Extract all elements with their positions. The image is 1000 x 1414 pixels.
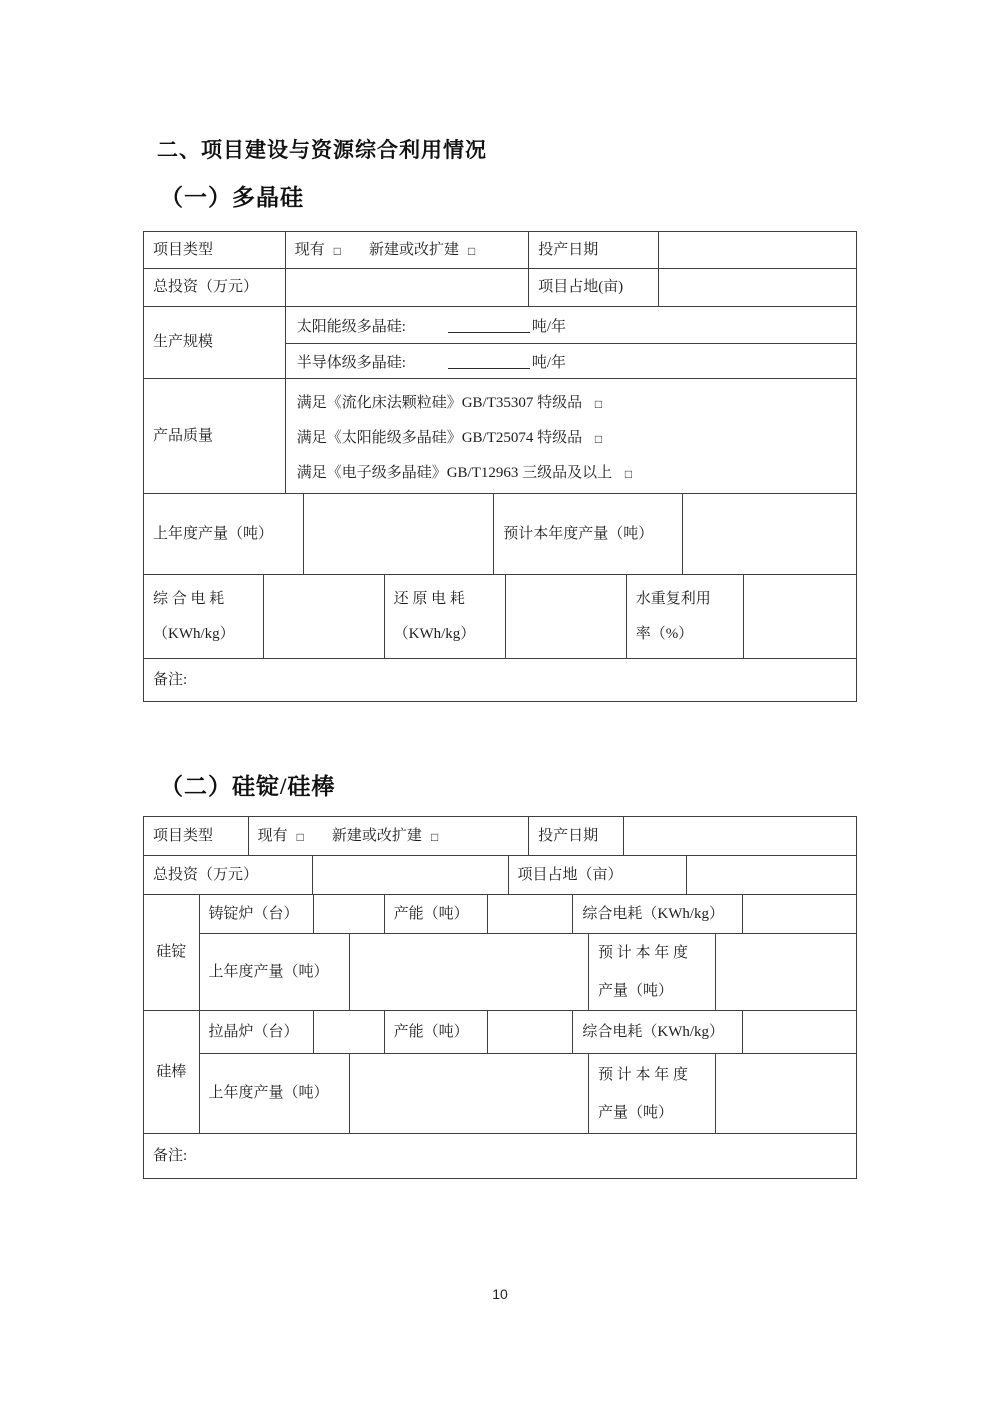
expected-output-label xyxy=(589,1054,716,1133)
project-land-label: 项目占地(亩) xyxy=(529,269,659,306)
label-line: 预 计 本 年 度 xyxy=(597,1066,688,1083)
quality-option-text: 满足《电子级多晶硅》GB/T12963 三级品及以上 xyxy=(296,464,613,481)
production-scale-label: 生产规模 xyxy=(144,307,286,378)
label-line: 水重复利用 xyxy=(635,590,711,607)
ingot-rod-table xyxy=(143,816,857,1179)
new-or-expanded-label: 新建或改扩建 xyxy=(331,827,422,844)
polysilicon-table xyxy=(143,231,857,702)
product-quality-options xyxy=(286,379,856,493)
capacity-value-cell xyxy=(488,1011,573,1053)
remarks-label: 备注: xyxy=(153,1147,188,1164)
label-line: 产量（吨） xyxy=(597,983,673,999)
rod-furnace-row xyxy=(200,1011,856,1054)
production-date-value-cell xyxy=(624,817,856,855)
table-row xyxy=(144,856,856,895)
project-type-options-cell xyxy=(249,817,530,855)
label-line: （KWh/kg） xyxy=(153,625,235,642)
last-year-output-label: 上年度产量（吨） xyxy=(200,934,351,1010)
fill-in-blank-line xyxy=(448,353,530,369)
total-investment-value-cell xyxy=(286,269,530,306)
solar-grade-row xyxy=(286,307,856,344)
output-row xyxy=(144,494,856,575)
last-year-output-value-cell xyxy=(304,494,494,574)
production-date-value-cell xyxy=(659,232,856,268)
existing-checkbox-icon: □ xyxy=(333,243,341,258)
comprehensive-power-value-cell xyxy=(264,575,384,658)
expected-output-label xyxy=(589,934,716,1010)
pulling-furnace-label: 拉晶炉（台） xyxy=(200,1011,315,1053)
capacity-label: 产能（吨） xyxy=(385,1011,488,1053)
ingot-furnace-row xyxy=(200,895,856,934)
comprehensive-power-value-cell xyxy=(743,1011,856,1053)
casting-furnace-value-cell xyxy=(314,895,385,933)
product-quality-row xyxy=(144,379,856,494)
rod-output-row xyxy=(200,1054,856,1133)
semiconductor-grade-label: 半导体级多晶硅: xyxy=(296,354,406,371)
semiconductor-grade-row xyxy=(286,344,856,378)
ingot-cells xyxy=(200,895,856,1010)
remarks-row xyxy=(144,1134,856,1178)
reduction-power-label xyxy=(385,575,506,658)
quality-checkbox-icon: □ xyxy=(624,466,633,481)
water-reuse-value-cell xyxy=(744,575,856,658)
section-heading: 二、项目建设与资源综合利用情况 xyxy=(157,139,487,162)
reduction-power-value-cell xyxy=(506,575,627,658)
remarks-row xyxy=(144,659,856,701)
new-or-expanded-checkbox-icon: □ xyxy=(430,829,439,844)
total-investment-label: 总投资（万元） xyxy=(144,269,286,306)
project-land-label: 项目占地（亩） xyxy=(509,856,687,894)
tons-per-year-unit: 吨/年 xyxy=(531,354,567,371)
quality-option xyxy=(297,391,856,412)
existing-label: 现有 xyxy=(294,241,325,258)
quality-option-text: 满足《太阳能级多晶硅》GB/T25074 特级品 xyxy=(296,429,583,446)
total-investment-label: 总投资（万元） xyxy=(144,856,313,894)
quality-option-text: 满足《流化床法颗粒硅》GB/T35307 特级品 xyxy=(296,394,583,411)
polysilicon-section-title: （一）多晶硅 xyxy=(160,185,304,210)
quality-checkbox-icon: □ xyxy=(594,431,603,446)
label-line: 综 合 电 耗 xyxy=(153,590,225,607)
project-type-label: 项目类型 xyxy=(144,817,249,855)
project-type-options-cell xyxy=(286,232,530,268)
ingot-row-group xyxy=(144,895,856,1011)
remarks-label: 备注: xyxy=(153,671,188,688)
total-investment-value-cell xyxy=(313,856,508,894)
comprehensive-power-label: 综合电耗（KWh/kg） xyxy=(573,895,742,933)
label-line: 产量（吨） xyxy=(597,1104,673,1121)
comprehensive-power-value-cell xyxy=(743,895,856,933)
expected-output-label: 预计本年度产量（吨） xyxy=(494,494,683,574)
last-year-output-label: 上年度产量（吨） xyxy=(200,1054,351,1133)
table-row xyxy=(144,817,856,856)
page-number: 10 xyxy=(492,1286,508,1302)
rod-row-group xyxy=(144,1011,856,1134)
expected-output-value-cell xyxy=(716,934,856,1010)
water-reuse-label xyxy=(627,575,744,658)
comprehensive-power-label xyxy=(144,575,264,658)
production-scale-cells xyxy=(286,307,856,378)
product-quality-label: 产品质量 xyxy=(144,379,286,493)
new-or-expanded-checkbox-icon: □ xyxy=(467,243,476,258)
existing-checkbox-icon: □ xyxy=(296,829,304,844)
casting-furnace-label: 铸锭炉（台） xyxy=(200,895,315,933)
expected-output-value-cell xyxy=(716,1054,856,1133)
project-land-value-cell xyxy=(687,856,856,894)
quality-option xyxy=(297,461,856,482)
last-year-output-value-cell xyxy=(350,934,588,1010)
project-land-value-cell xyxy=(659,269,856,306)
quality-checkbox-icon: □ xyxy=(594,396,603,411)
capacity-value-cell xyxy=(488,895,573,933)
last-year-output-label: 上年度产量（吨） xyxy=(144,494,304,574)
fill-in-blank-line xyxy=(448,317,530,333)
label-line: 还 原 电 耗 xyxy=(393,590,465,607)
rod-label: 硅棒 xyxy=(144,1011,200,1133)
table-row xyxy=(144,269,856,307)
new-or-expanded-label: 新建或改扩建 xyxy=(368,241,459,258)
existing-label: 现有 xyxy=(257,827,288,844)
quality-option xyxy=(297,426,856,447)
production-date-label: 投产日期 xyxy=(529,817,624,855)
label-line: 预 计 本 年 度 xyxy=(597,945,688,961)
rod-cells xyxy=(200,1011,856,1133)
tons-per-year-unit: 吨/年 xyxy=(531,318,567,335)
ingot-rod-section-title: （二）硅锭/硅棒 xyxy=(160,774,336,799)
production-scale-row-group xyxy=(144,307,856,379)
solar-grade-label: 太阳能级多晶硅: xyxy=(296,318,406,335)
capacity-label: 产能（吨） xyxy=(385,895,488,933)
production-date-label: 投产日期 xyxy=(529,232,659,268)
power-consumption-row xyxy=(144,575,856,659)
ingot-label: 硅锭 xyxy=(144,895,200,1010)
expected-output-value-cell xyxy=(683,494,856,574)
pulling-furnace-value-cell xyxy=(314,1011,385,1053)
label-line: 率（%） xyxy=(635,625,694,642)
label-line: （KWh/kg） xyxy=(393,625,476,642)
ingot-output-row xyxy=(200,934,856,1010)
comprehensive-power-label: 综合电耗（KWh/kg） xyxy=(573,1011,742,1053)
last-year-output-value-cell xyxy=(350,1054,588,1133)
project-type-label: 项目类型 xyxy=(144,232,286,268)
table-row xyxy=(144,232,856,269)
